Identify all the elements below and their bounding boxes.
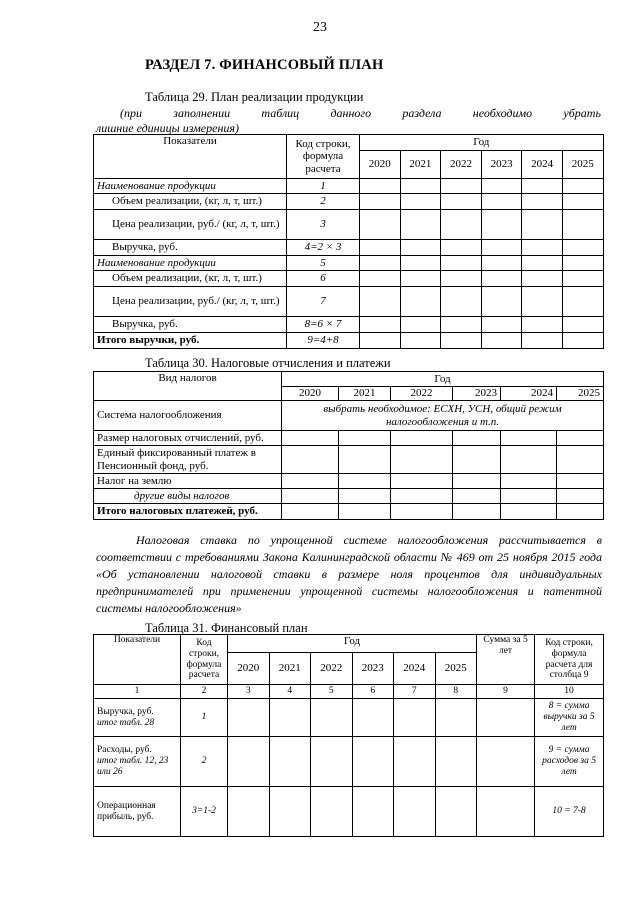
year-cell: 2022 (441, 151, 482, 179)
row-label-sub: итог табл. 28 (97, 717, 155, 728)
row-code: 3=1-2 (181, 787, 228, 837)
tax-system-value: выбрать необходимое: ЕСХН, УСН, общий режим налогообложения и т.п. (282, 401, 604, 431)
note-word: (при (120, 106, 142, 120)
year-cell: 2020 (360, 151, 401, 179)
col-number: 6 (352, 685, 394, 699)
note-word: раздела (402, 106, 442, 120)
col-number: 7 (394, 685, 436, 699)
row-code: 5 (287, 256, 360, 271)
row-label: Система налогообложения (94, 401, 282, 431)
table-row (94, 179, 604, 194)
header-indicators: Показатели (94, 135, 287, 179)
year-cell: 2021 (339, 387, 391, 401)
table-row (94, 446, 604, 474)
row-label: Цена реализации, руб./ (кг, л, т, шт.) (94, 210, 287, 240)
table29 (93, 134, 604, 349)
note-word: заполнении (173, 106, 231, 120)
table-row (94, 431, 604, 446)
row-code: 1 (181, 699, 228, 737)
header-year: Год (282, 372, 604, 387)
year-cell: 2024 (501, 387, 557, 401)
table29-caption: Таблица 29. План реализации продукции (145, 90, 364, 104)
header-indicators: Показатели (94, 635, 181, 685)
table30-caption: Таблица 30. Налоговые отчисления и платежи (145, 356, 391, 370)
row-formula: 10 = 7-8 (535, 787, 604, 837)
table-row (94, 287, 604, 317)
row-label-main: Расходы, руб. (97, 745, 152, 756)
row-label-sub: итог табл. 12, 23 или 26 (97, 756, 169, 777)
table-row (94, 699, 604, 737)
section-title: РАЗДЕЛ 7. ФИНАНСОВЫЙ ПЛАН (145, 57, 384, 73)
year-cell: 2025 (557, 387, 604, 401)
row-code: 1 (287, 179, 360, 194)
table29-note (120, 106, 601, 121)
table31 (93, 634, 604, 837)
row-label: Налог на землю (94, 474, 282, 489)
row-code: 4=2 × 3 (287, 240, 360, 256)
year-cell: 2023 (481, 151, 522, 179)
note-word: данного (330, 106, 372, 120)
table-row-total (94, 504, 604, 520)
row-label: другие виды налогов (94, 489, 282, 504)
table-row (94, 787, 604, 837)
header-year: Год (228, 635, 477, 653)
note-word: необходимо (472, 106, 533, 120)
col-number: 8 (435, 685, 477, 699)
table-row (94, 474, 604, 489)
header-code9: Код строки, формула расчета для столбца 9 (535, 635, 604, 685)
year-cell: 2022 (311, 653, 353, 685)
row-label: Выручка, руб. (94, 240, 287, 256)
year-cell: 2021 (400, 151, 441, 179)
row-code: 3 (287, 210, 360, 240)
table-row (94, 317, 604, 333)
row-label (94, 699, 181, 737)
year-cell: 2020 (228, 653, 270, 685)
col-number: 1 (94, 685, 181, 699)
column-numbers-row (94, 685, 604, 699)
paragraph-text: Налоговая ставка по упрощенной системе налогообложения рассчитывается в соответствии с требованиями Закона Калининградской области № 469 от 25 ноября 2015 года «Об установлении налоговой ставки в размере ноля процентов для индивидуальных предпринимателей при применении упрощенной системы налогообложения и патентной системы налогообложения» (96, 533, 602, 616)
table-row (94, 489, 604, 504)
row-label: Объем реализации, (кг, л, т, шт.) (94, 271, 287, 287)
table29-note-line2: лишние единицы измерения) (96, 121, 239, 135)
table31-caption: Таблица 31. Финансовый план (145, 621, 308, 635)
row-label: Итого налоговых платежей, руб. (94, 504, 282, 520)
row-label: Цена реализации, руб./ (кг, л, т, шт.) (94, 287, 287, 317)
table-row (94, 240, 604, 256)
header-year: Год (360, 135, 604, 151)
row-code: 6 (287, 271, 360, 287)
table-row (94, 271, 604, 287)
row-label (94, 737, 181, 787)
year-cell: 2025 (562, 151, 603, 179)
col-number: 10 (535, 685, 604, 699)
year-cell: 2024 (522, 151, 563, 179)
header-code: Код строки, формула расчета (287, 135, 360, 179)
year-cell: 2023 (352, 653, 394, 685)
row-formula: 9 = сумма расходов за 5 лет (535, 737, 604, 787)
row-label: Объем реализации, (кг, л, т, шт.) (94, 194, 287, 210)
row-code: 2 (181, 737, 228, 787)
row-code: 9=4+8 (287, 333, 360, 349)
header-tax-type: Вид налогов (94, 372, 282, 401)
table-row-total (94, 333, 604, 349)
page-number: 23 (313, 20, 327, 35)
row-label: Выручка, руб. (94, 317, 287, 333)
year-cell: 2024 (394, 653, 436, 685)
col-number: 3 (228, 685, 270, 699)
header-code: Код строки, формула расчета (181, 635, 228, 685)
row-label: Наименование продукции (94, 179, 287, 194)
col-number: 4 (269, 685, 311, 699)
col-number: 9 (477, 685, 535, 699)
col-number: 5 (311, 685, 353, 699)
year-cell: 2020 (282, 387, 339, 401)
note-word: убрать (563, 106, 601, 120)
table-row (94, 256, 604, 271)
year-cell: 2023 (453, 387, 501, 401)
note-word: таблиц (261, 106, 300, 120)
table-row (94, 194, 604, 210)
row-label: Размер налоговых отчислений, руб. (94, 431, 282, 446)
row-label-main: Выручка, руб. (97, 706, 154, 717)
table30 (93, 371, 604, 520)
year-cell: 2022 (391, 387, 453, 401)
year-cell: 2025 (435, 653, 477, 685)
row-label: Итого выручки, руб. (94, 333, 287, 349)
header-sum: Сумма за 5 лет (477, 635, 535, 685)
tax-rate-paragraph (96, 532, 602, 617)
year-cell: 2021 (269, 653, 311, 685)
table-row (94, 401, 604, 431)
row-code: 2 (287, 194, 360, 210)
row-label: Единый фиксированный платеж в Пенсионный фонд, руб. (94, 446, 282, 474)
row-label: Наименование продукции (94, 256, 287, 271)
table-row (94, 737, 604, 787)
row-code: 7 (287, 287, 360, 317)
col-number: 2 (181, 685, 228, 699)
row-formula: 8 = сумма выручки за 5 лет (535, 699, 604, 737)
table-row (94, 210, 604, 240)
row-code: 8=6 × 7 (287, 317, 360, 333)
row-label: Операционная прибыль, руб. (94, 787, 181, 837)
